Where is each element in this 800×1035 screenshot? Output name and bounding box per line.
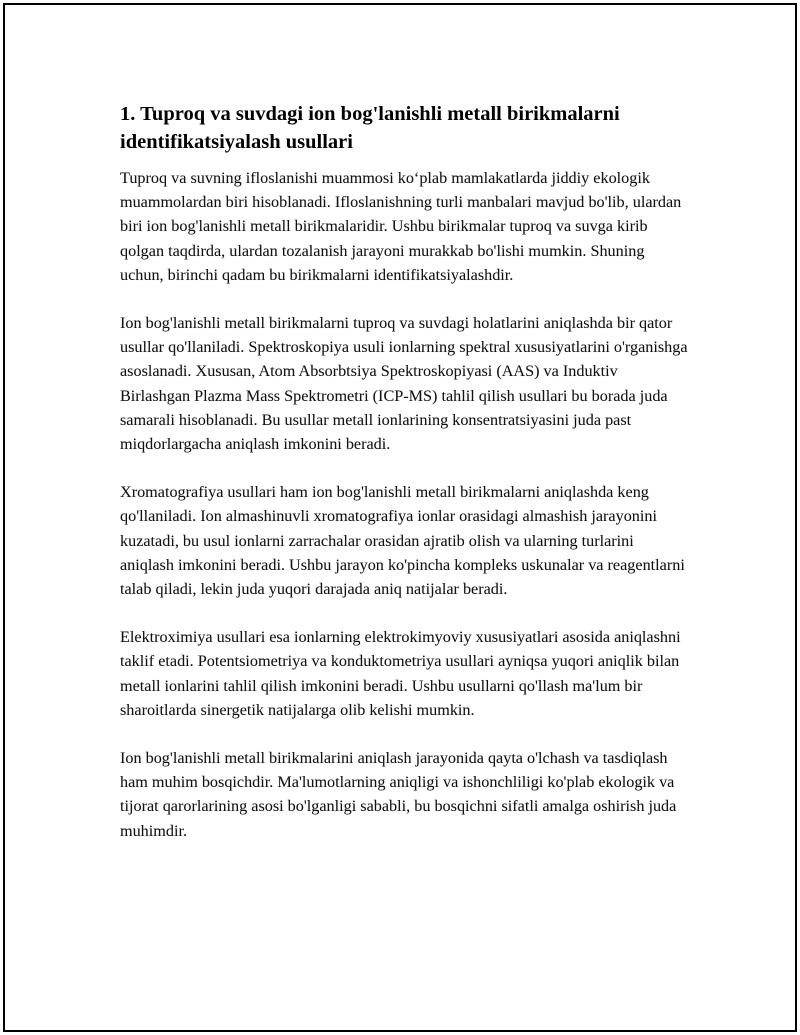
page-border <box>3 3 797 1032</box>
section-heading: 1. Tuproq va suvdagi ion bog'lanishli metall birikmalarni identifikatsiyalash usullari <box>120 103 620 153</box>
paragraph-2: Ion bog'lanishli metall birikmalarni tuproq va suvdagi holatlarini aniqlashda bir qator usullar qo'llaniladi. Spektroskopiya usuli ionlarning spektral xususiyatlarini o'rganishga asoslanadi. Xususan, Atom Absorbtsiya Spektroskopiyasi (AAS) va Induktiv Birlashgan Plazma Mass Spektrometri (ICP-MS) tahlil qilish usullari bu borada juda samarali hisoblanadi. Bu usullar metall ionlarining konsentratsiyasini juda past miqdorlargacha aniqlash imkonini beradi. <box>120 314 688 454</box>
paragraph-3: Xromatografiya usullari ham ion bog'lanishli metall birikmalarni aniqlashda keng qo'llaniladi. Ion almashinuvli xromatografiya ionlar orasidagi almashish jarayonini kuzatadi, bu usul ionlarni zarrachalar orasidan ajratib olish va ularning turlarini aniqlash imkonini beradi. Ushbu jarayon ko'pincha kompleks uskunalar va reagentlarni talab qiladi, lekin juda yuqori darajada aniq natijalar beradi. <box>120 483 685 599</box>
document-body <box>120 100 690 867</box>
paragraph-1: Tuproq va suvning ifloslanishi muammosi koʻplab mamlakatlarda jiddiy ekologik muammolardan biri hisoblanadi. Ifloslanishning turli manbalari mavjud bo'lib, ulardan biri ion bog'lanishli metall birikmalaridir. Ushbu birikmalar tuproq va suvga kirib qolgan taqdirda, ulardan tozalanish jarayoni murakkab bo'lishi mumkin. Shuning uchun, birinchi qadam bu birikmalarni identifikatsiyalashdir. <box>120 169 682 284</box>
paragraph-5: Ion bog'lanishli metall birikmalarini aniqlash jarayonida qayta o'lchash va tasdiqlash ham muhim bosqichdir. Ma'lumotlarning aniqligi va ishonchliligi ko'plab ekologik va tijorat qarorlarining asosi bo'lganligi sababli, bu bosqichni sifatli amalga oshirish juda muhimdir. <box>120 749 677 840</box>
paragraph-4: Elektroximiya usullari esa ionlarning elektrokimyoviy xususiyatlari asosida aniqlashni taklif etadi. Potentsiometriya va konduktometriya usullari ayniqsa yuqori aniqlik bilan metall ionlarini tahlil qilish imkonini beradi. Ushbu usullarni qo'llash ma'lum bir sharoitlarda sinergetik natijalarga olib kelishi mumkin. <box>120 628 681 719</box>
